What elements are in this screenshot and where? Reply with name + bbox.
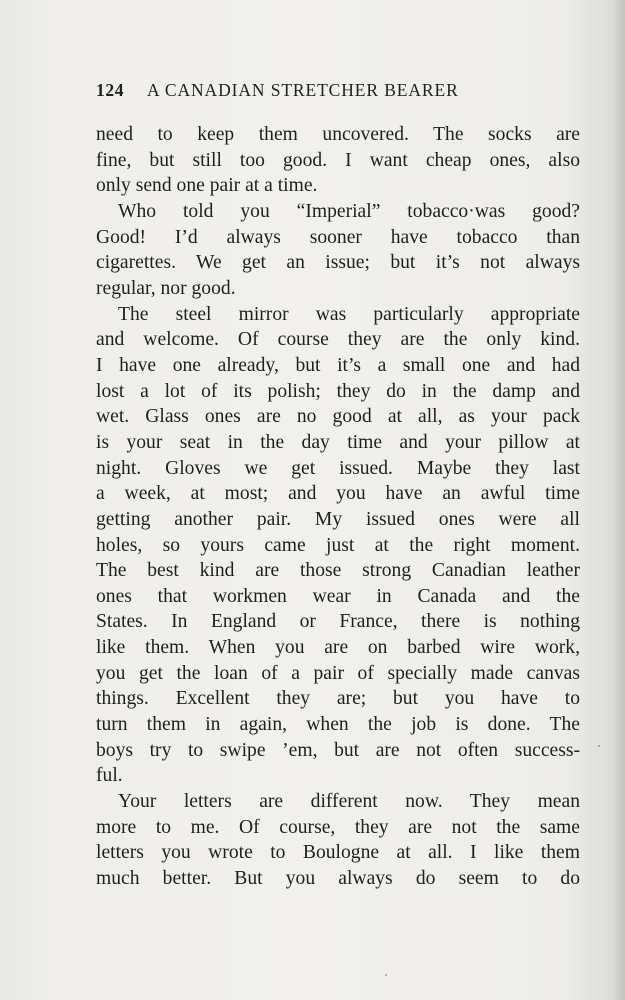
text-line: letters you wrote to Boulogne at all. I like them [96, 842, 580, 864]
paper-speck [385, 974, 387, 976]
text-line: only send one pair at a time. [96, 175, 318, 197]
text-line: The steel mirror was particularly appropriate [118, 303, 580, 325]
text-line: wet. Glass ones are no good at all, as your pack [96, 406, 580, 428]
text-line: regular, nor good. [96, 277, 236, 299]
text-line: much better. But you always do seem to do [96, 868, 580, 890]
page-number: 124 [96, 80, 125, 100]
text-line: holes, so yours came just at the right moment. [96, 534, 580, 556]
text-line: night. Gloves we get issued. Maybe they last [96, 457, 580, 479]
text-line: you get the loan of a pair of specially made canvas [96, 662, 580, 684]
text-line: The best kind are those strong Canadian leather [96, 560, 580, 582]
running-header [96, 80, 526, 101]
text-line: boys try to swipe ’em, but are not often success- [96, 739, 580, 761]
text-line: ful. [96, 765, 123, 787]
text-line: turn them in again, when the job is done. The [96, 714, 580, 736]
text-line: and welcome. Of course they are the only kind. [96, 329, 580, 351]
text-line: fine, but still too good. I want cheap ones, also [96, 149, 580, 171]
text-line: cigarettes. We get an issue; but it’s not always [96, 252, 580, 274]
text-line: a week, at most; and you have an awful time [96, 483, 580, 505]
text-line: lost a lot of its polish; they do in the damp and [96, 380, 580, 402]
text-line: like them. When you are on barbed wire work, [96, 637, 580, 659]
body-text [96, 122, 580, 892]
text-line: ones that workmen wear in Canada and the [96, 585, 580, 607]
text-line: more to me. Of course, they are not the same [96, 816, 580, 838]
text-line: is your seat in the day time and your pillow at [96, 431, 580, 453]
text-line: Who told you “Imperial” tobacco·was good? [118, 200, 580, 222]
text-line: getting another pair. My issued ones were all [96, 508, 580, 530]
text-line: States. In England or France, there is nothing [96, 611, 580, 633]
text-line: Your letters are different now. They mean [118, 791, 580, 813]
paper-speck [598, 745, 600, 747]
running-title: A CANADIAN STRETCHER BEARER [147, 80, 459, 100]
text-line: need to keep them uncovered. The socks are [96, 124, 580, 145]
text-line: Good! I’d always sooner have tobacco than [96, 226, 580, 248]
text-line: I have one already, but it’s a small one and had [96, 354, 580, 376]
text-line: things. Excellent they are; but you have to [96, 688, 580, 710]
page-edge-shadow [611, 0, 625, 1000]
